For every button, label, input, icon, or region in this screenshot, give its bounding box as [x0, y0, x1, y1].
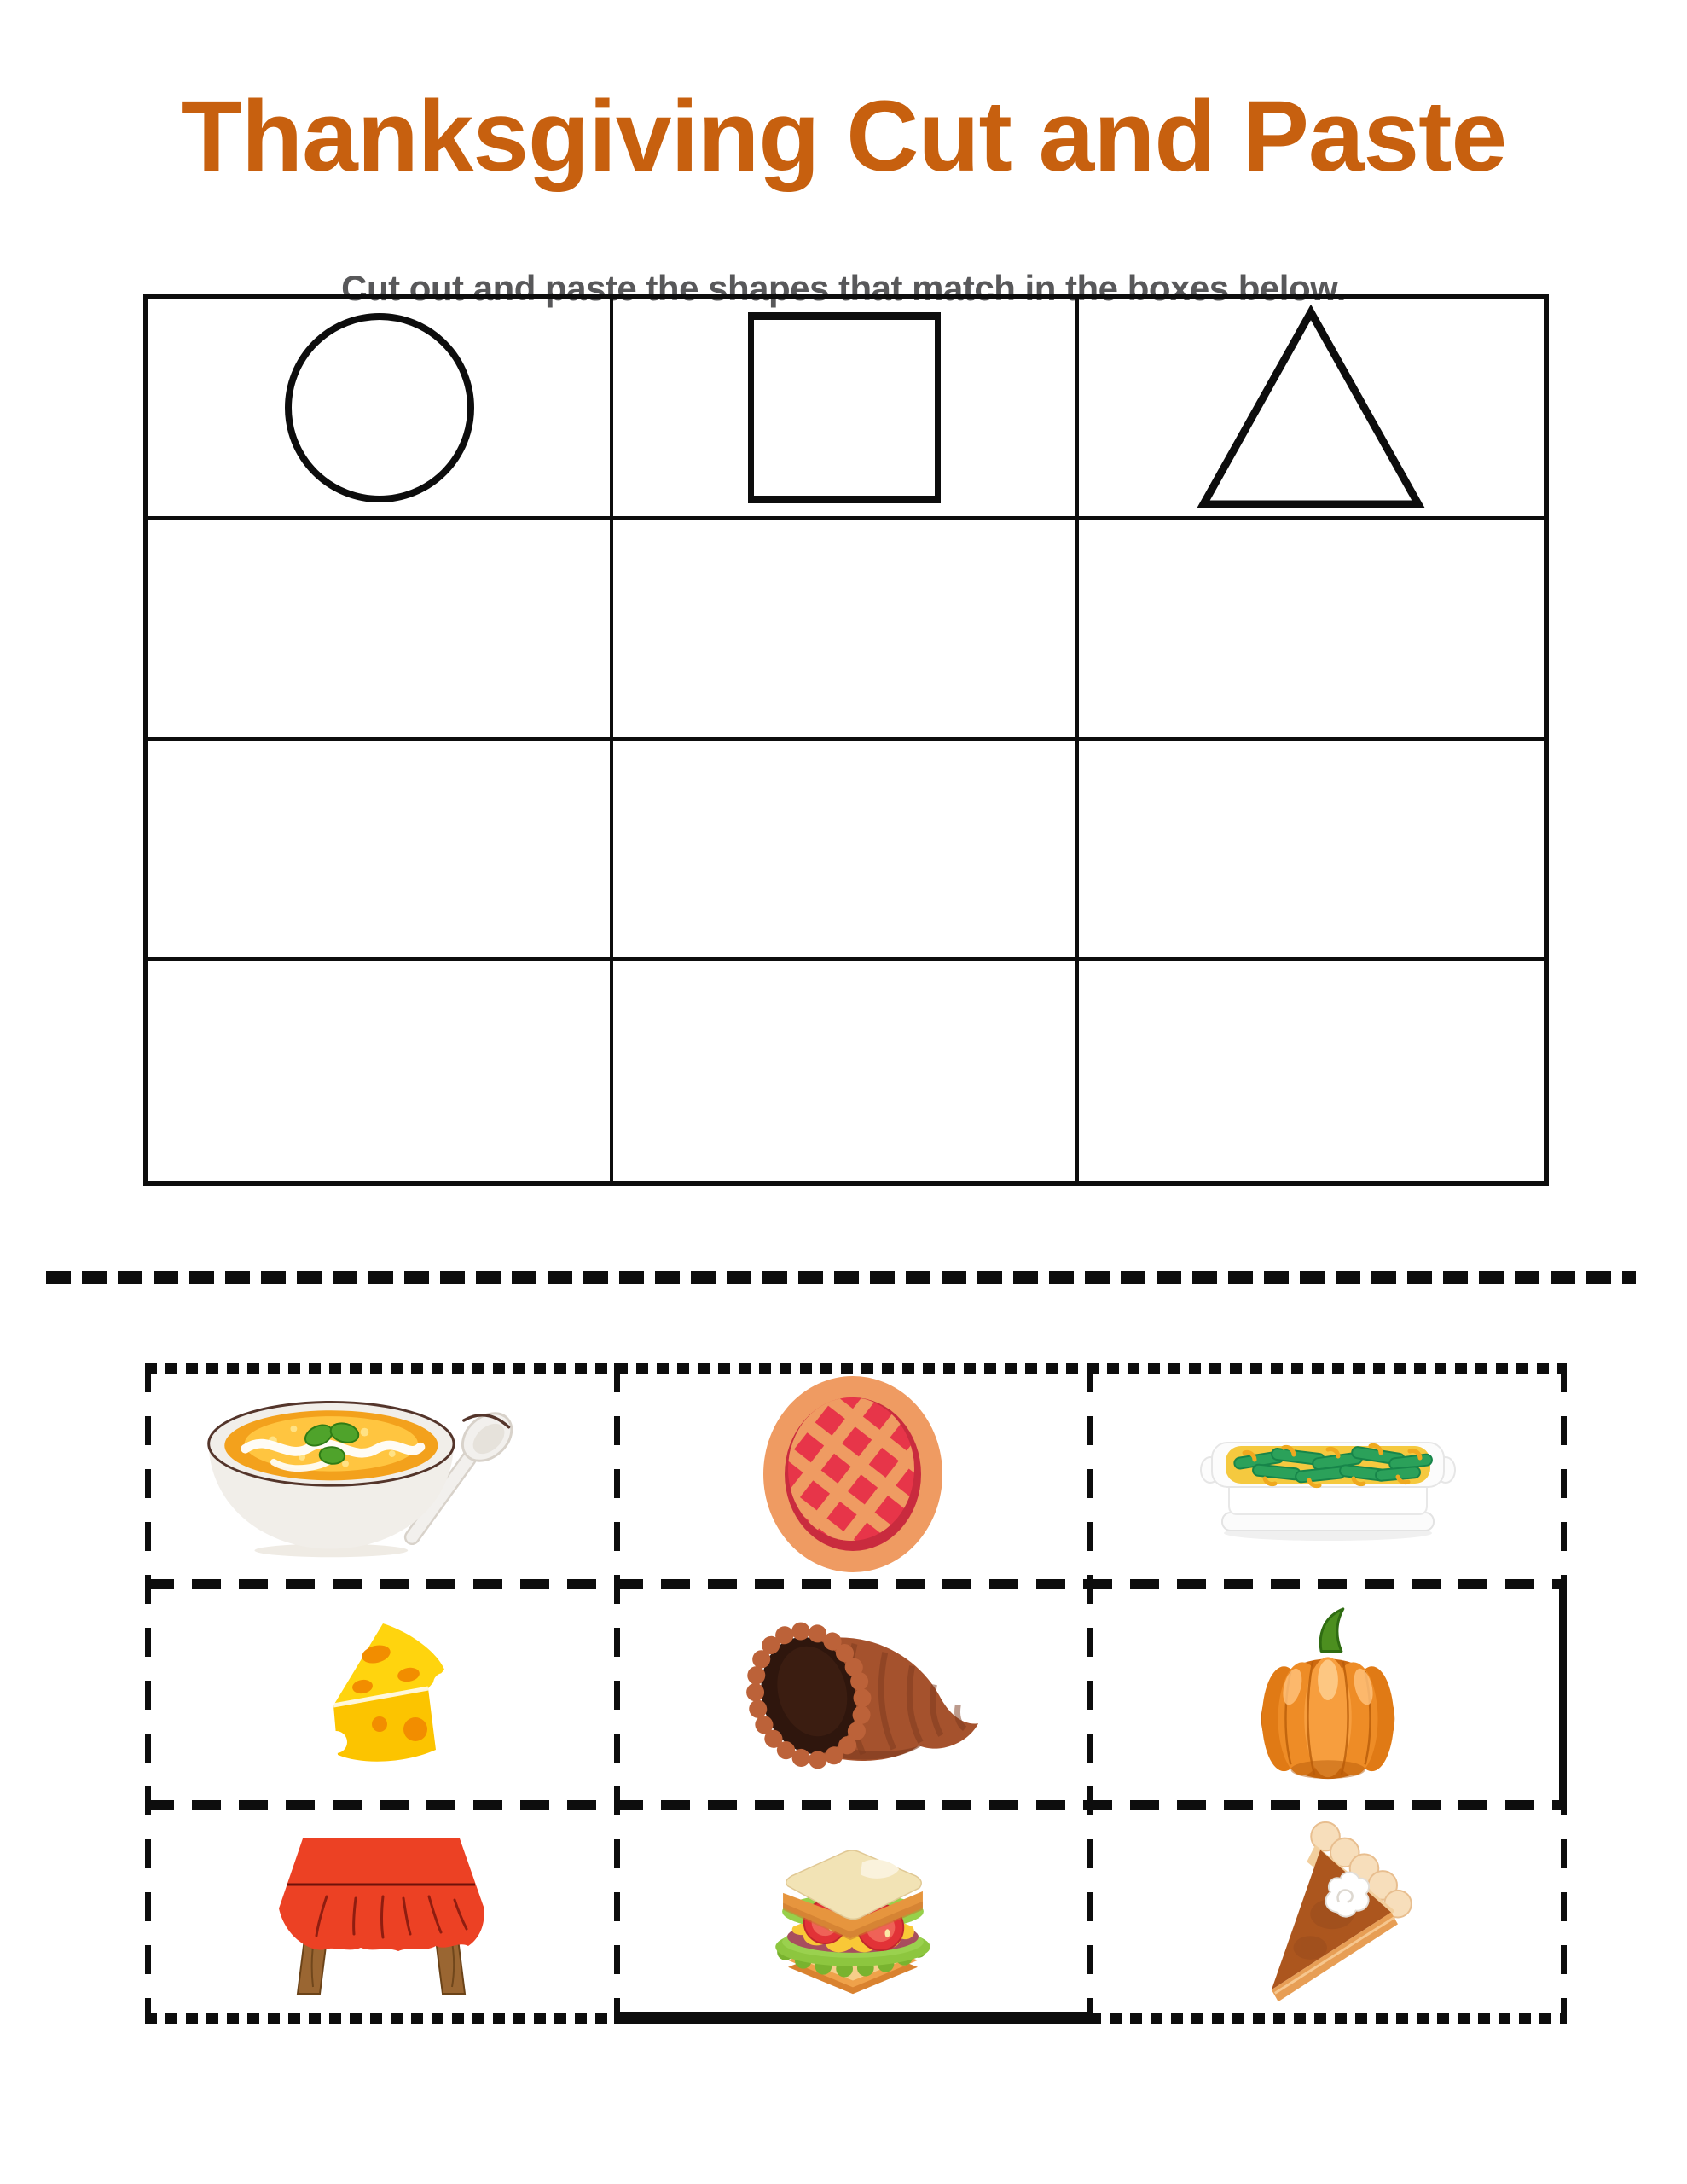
pumpkin-icon [1243, 1602, 1413, 1788]
paste-cell-empty [613, 520, 1078, 740]
card-pie [617, 1363, 1089, 1584]
triangle-shape-icon [1197, 305, 1425, 510]
soup-bowl-icon [194, 1382, 569, 1565]
pumpkin-pie-slice-icon [1237, 1811, 1420, 2018]
match-grid [143, 294, 1549, 1186]
match-cell-shape-triangle [1079, 299, 1544, 520]
page-title: Thanksgiving Cut and Paste [180, 80, 1507, 193]
circle-shape-icon [285, 313, 474, 502]
paste-cell-empty [1079, 961, 1544, 1181]
page-subtitle: Cut out and paste the shapes that match in the boxes below. [341, 268, 1346, 308]
cut-here-dashed-line [46, 1271, 1636, 1284]
card-soup [145, 1363, 617, 1584]
sandwich-icon [746, 1815, 959, 2013]
paste-cell-empty [1079, 741, 1544, 961]
paste-cell-empty [148, 961, 613, 1181]
table-icon [253, 1825, 509, 2004]
card-casserole [1089, 1363, 1567, 1584]
cheese-wedge-icon [289, 1603, 472, 1786]
card-pie-slice [1089, 1805, 1567, 2024]
paste-cell-empty [613, 961, 1078, 1181]
cards-grid [145, 1363, 1567, 2024]
cherry-pie-icon [761, 1374, 945, 1575]
paste-cell-empty [148, 520, 613, 740]
green-bean-casserole-icon [1200, 1402, 1456, 1547]
card-sandwich [617, 1805, 1089, 2024]
card-cornucopia [617, 1584, 1089, 1805]
paste-cell-empty [613, 741, 1078, 961]
paste-cell-empty [1079, 520, 1544, 740]
cornucopia-icon [717, 1608, 988, 1782]
match-cell-shape-circle [148, 299, 613, 520]
card-cheese [145, 1584, 617, 1805]
card-table [145, 1805, 617, 2024]
paste-cell-empty [148, 741, 613, 961]
match-cell-shape-square [613, 299, 1078, 520]
square-shape-icon [748, 312, 941, 503]
card-pumpkin [1089, 1584, 1567, 1805]
